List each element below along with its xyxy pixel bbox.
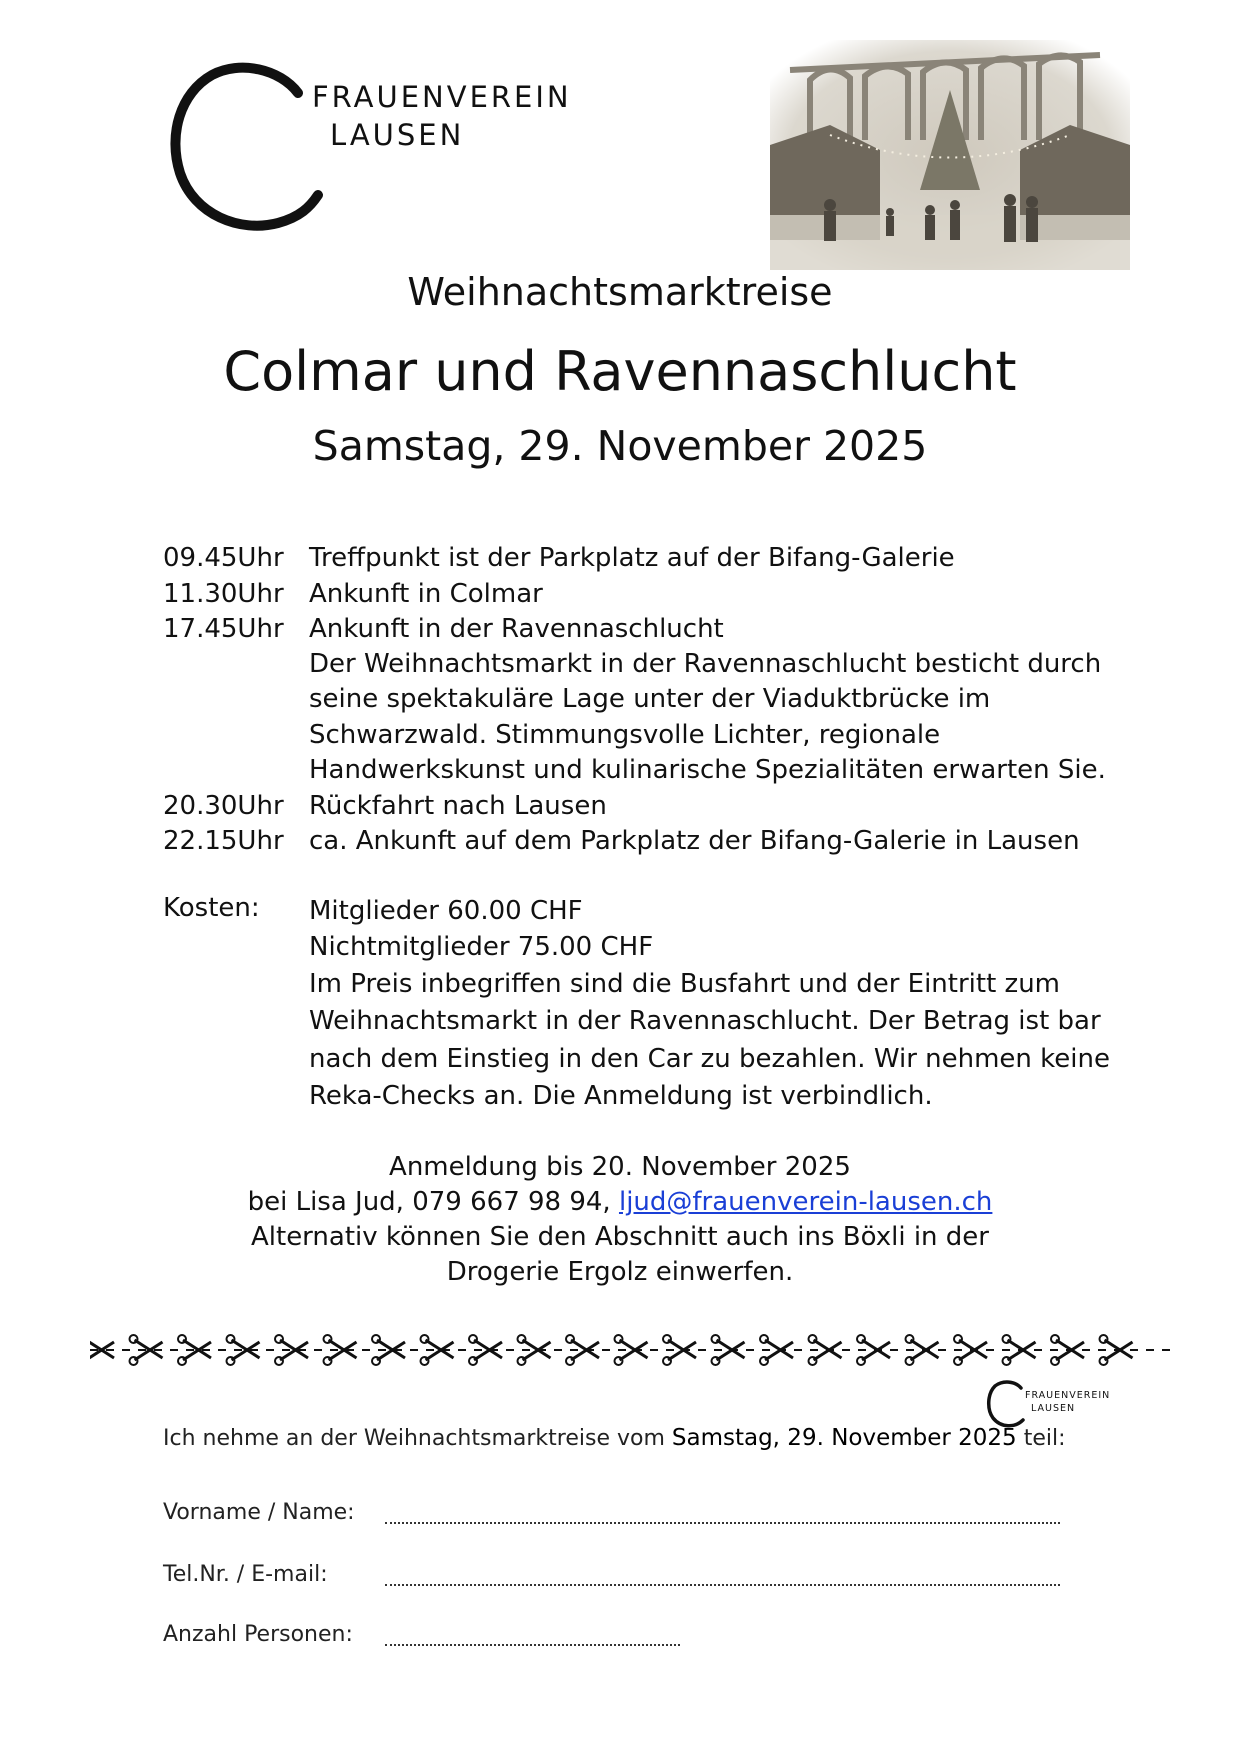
schedule-row	[163, 540, 955, 576]
schedule-text: Treffpunkt ist der Parkplatz auf der Bifang-Galerie	[309, 543, 955, 573]
logo-line2: LAUSEN	[330, 118, 465, 152]
small-logo	[985, 1378, 1125, 1432]
contact-prefix: bei Lisa Jud, 079 667 98 94,	[247, 1187, 619, 1217]
form-intro-prefix: Ich nehme an der Weihnachtsmarktreise vom	[163, 1426, 672, 1451]
title-line1: Weihnachtsmarktreise	[407, 270, 833, 314]
schedule-text: Rückfahrt nach Lausen	[309, 791, 607, 821]
description-line: Schwarzwald. Stimmungsvolle Lichter, regionale	[309, 720, 941, 750]
schedule-row	[163, 576, 543, 612]
form-intro	[163, 1425, 1066, 1451]
small-logo-circle-icon	[989, 1382, 1023, 1426]
registration-contact	[0, 1185, 1240, 1220]
schedule-text: Ankunft in der Ravennaschlucht	[309, 614, 724, 644]
christmas-market-image	[770, 40, 1130, 270]
costs-non-members: Nichtmitglieder 75.00 CHF	[309, 932, 654, 962]
form-intro-date: Samstag, 29. November 2025	[671, 1425, 1017, 1451]
costs-members: Mitglieder 60.00 CHF	[309, 896, 583, 926]
logo-line1: FRAUENVEREIN	[312, 80, 572, 114]
costs-info-line: Reka-Checks an. Die Anmeldung ist verbindlich.	[309, 1081, 933, 1111]
contact-label: Tel.Nr. / E-mail:	[163, 1562, 328, 1587]
schedule-time: 09.45Uhr	[163, 543, 284, 573]
costs-label: Kosten:	[163, 893, 260, 923]
frauenverein-logo	[160, 55, 600, 235]
schedule-row	[163, 611, 724, 647]
schedule-time: 22.15Uhr	[163, 826, 284, 856]
small-logo-line1: FRAUENVEREIN	[1025, 1390, 1111, 1401]
description-line: Handwerkskunst und kulinarische Spezialitäten erwarten Sie.	[309, 755, 1106, 785]
cut-line	[90, 1330, 1170, 1370]
registration-deadline: Anmeldung bis 20. November 2025	[389, 1152, 851, 1182]
registration-alt-line2: Drogerie Ergolz einwerfen.	[446, 1257, 794, 1287]
costs-info-line: Im Preis inbegriffen sind die Busfahrt und der Eintritt zum	[309, 969, 1061, 999]
small-logo-line2: LAUSEN	[1031, 1403, 1076, 1414]
persons-field[interactable]	[385, 1644, 680, 1646]
schedule-time: 11.30Uhr	[163, 579, 284, 609]
persons-label: Anzahl Personen:	[163, 1622, 353, 1647]
name-field[interactable]	[385, 1522, 1060, 1524]
description-line: seine spektakuläre Lage unter der Viaduktbrücke im	[309, 684, 991, 714]
logo-circle-icon	[175, 68, 318, 226]
schedule-row	[163, 788, 607, 824]
name-label: Vorname / Name:	[163, 1500, 355, 1525]
schedule-time: 20.30Uhr	[163, 791, 284, 821]
registration-alt-line1: Alternativ können Sie den Abschnitt auch ins Böxli in der	[250, 1222, 989, 1252]
title-line2: Colmar und Ravennaschlucht	[223, 340, 1017, 403]
schedule-text: ca. Ankunft auf dem Parkplatz der Bifang-Galerie in Lausen	[309, 826, 1080, 856]
costs-info-line: nach dem Einstieg in den Car zu bezahlen. Wir nehmen keine	[309, 1044, 1110, 1074]
form-intro-suffix: teil:	[1016, 1426, 1066, 1451]
contact-field[interactable]	[385, 1584, 1060, 1586]
title-line3: Samstag, 29. November 2025	[312, 422, 928, 470]
costs-info-line: Weihnachtsmarkt in der Ravennaschlucht. Der Betrag ist bar	[309, 1006, 1101, 1036]
description-line: Der Weihnachtsmarkt in der Ravennaschlucht besticht durch	[309, 649, 1102, 679]
schedule-time: 17.45Uhr	[163, 614, 284, 644]
schedule-text: Ankunft in Colmar	[309, 579, 543, 609]
schedule-row	[163, 823, 1080, 859]
email-link[interactable]: ljud@frauenverein-lausen.ch	[618, 1187, 993, 1217]
